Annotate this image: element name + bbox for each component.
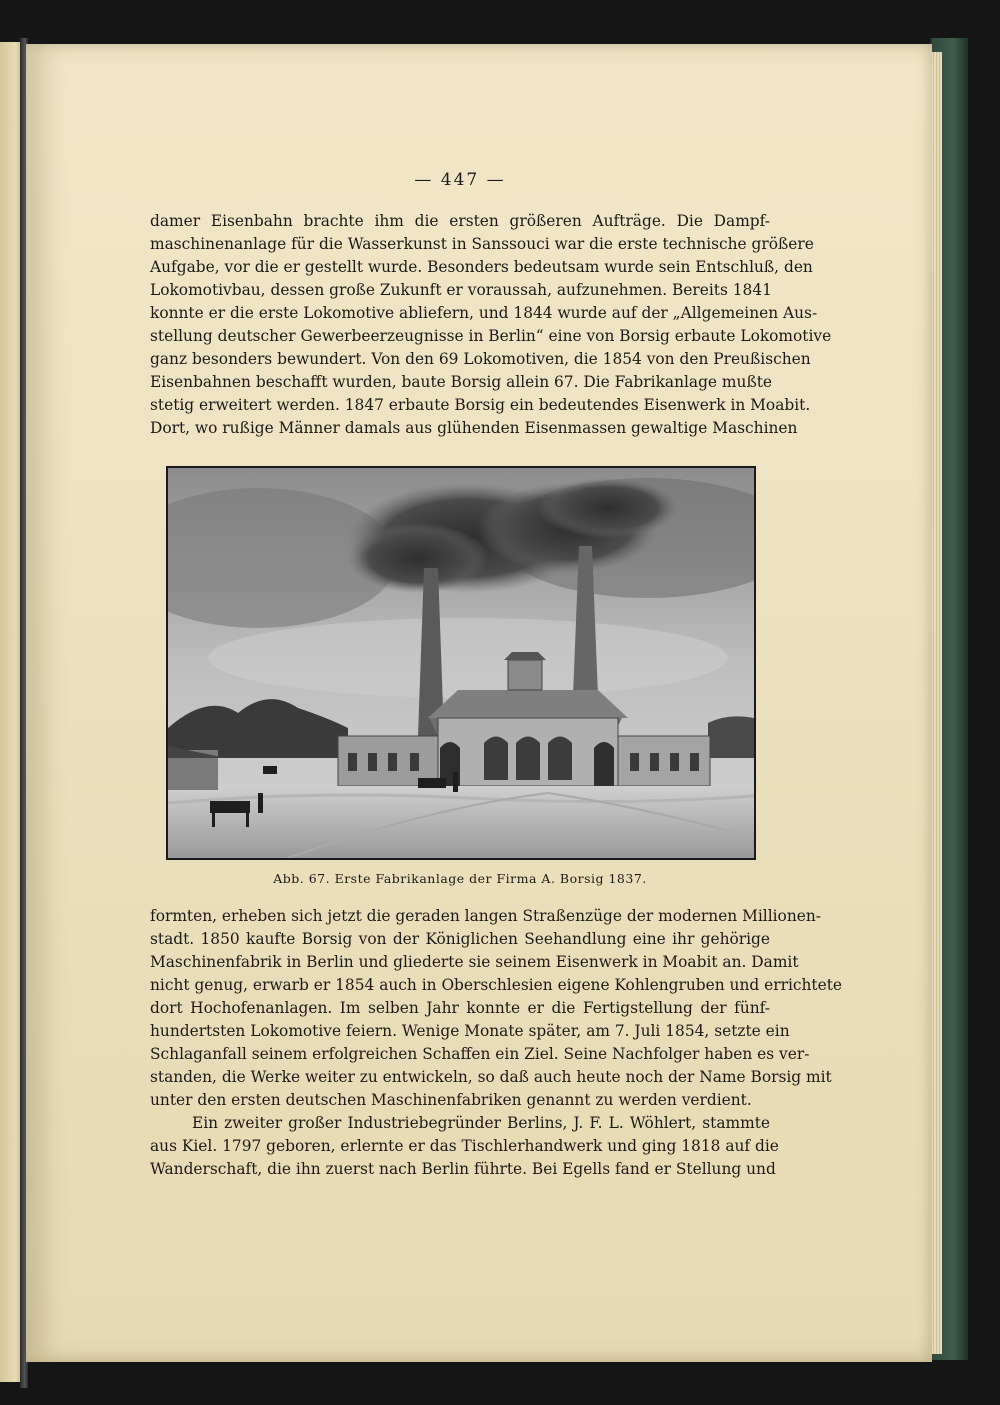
text-line: ganz besonders bewundert. Von den 69 Lokomotiven, die 1854 von den Preußischen: [150, 350, 811, 368]
text-line: Eisenbahnen beschafft wurden, baute Borsig allein 67. Die Fabrikanlage mußte: [150, 373, 773, 391]
figure-caption: Abb. 67. Erste Fabrikanlage der Firma A. Borsig 1837.: [273, 871, 647, 886]
text-line: Maschinenfabrik in Berlin und gliederte sie seinem Eisenwerk in Moabit an. Damit: [150, 953, 799, 971]
page-number: — 447 —: [414, 170, 506, 190]
text-line: nicht genug, erwarb er 1854 auch in Oberschlesien eigene Kohlengruben und errichtete: [150, 976, 842, 994]
text-line: stetig erweitert werden. 1847 erbaute Borsig ein bedeutendes Eisenwerk in Moabit.: [150, 396, 811, 414]
paragraph-bottom: [150, 905, 842, 1181]
text-line: Schlaganfall seinem erfolgreichen Schaffen ein Ziel. Seine Nachfolger haben es ver-: [150, 1045, 810, 1063]
paragraph-top: [150, 210, 832, 440]
text-line: Ein zweiter großer Industriebegründer Berlins, J. F. L. Wöhlert, stammte: [192, 1114, 770, 1132]
text-line: maschinenanlage für die Wasserkunst in Sanssouci war die erste technische größere: [150, 235, 814, 253]
text-line: formten, erheben sich jetzt die geraden langen Straßenzüge der modernen Millionen-: [150, 907, 821, 925]
text-line: Lokomotivbau, dessen große Zukunft er voraussah, aufzunehmen. Bereits 1841: [150, 281, 772, 299]
text-line: konnte er die erste Lokomotive abliefern, und 1844 wurde auf der „Allgemeinen Aus-: [150, 304, 818, 322]
text-line: dort Hochofenanlagen. Im selben Jahr konnte er die Fertigstellung der fünf-: [150, 999, 770, 1017]
text-line: aus Kiel. 1797 geboren, erlernte er das Tischlerhandwerk und ging 1818 auf die: [150, 1137, 779, 1155]
text-line: stellung deutscher Gewerbeerzeugnisse in Berlin“ eine von Borsig erbaute Lokomotive: [150, 327, 832, 345]
text-line: damer Eisenbahn brachte ihm die ersten größeren Aufträge. Die Dampf-: [150, 212, 770, 230]
text-line: Wanderschaft, die ihn zuerst nach Berlin führte. Bei Egells fand er Stellung und: [150, 1160, 776, 1178]
text-line: standen, die Werke weiter zu entwickeln, so daß auch heute noch der Name Borsig mit: [150, 1068, 832, 1086]
text-line: Aufgabe, vor die er gestellt wurde. Besonders bedeutsam wurde sein Entschluß, den: [150, 258, 813, 276]
factory-illustration: [166, 466, 756, 860]
text-line: hundertsten Lokomotive feiern. Wenige Monate später, am 7. Juli 1854, setzte ein: [150, 1022, 790, 1040]
text-line: unter den ersten deutschen Maschinenfabriken genannt zu werden verdient.: [150, 1091, 752, 1109]
text-line: Dort, wo rußige Männer damals aus glühenden Eisenmassen gewaltige Maschinen: [150, 419, 798, 437]
text-line: stadt. 1850 kaufte Borsig von der Königlichen Seehandlung eine ihr gehörige: [150, 930, 770, 948]
